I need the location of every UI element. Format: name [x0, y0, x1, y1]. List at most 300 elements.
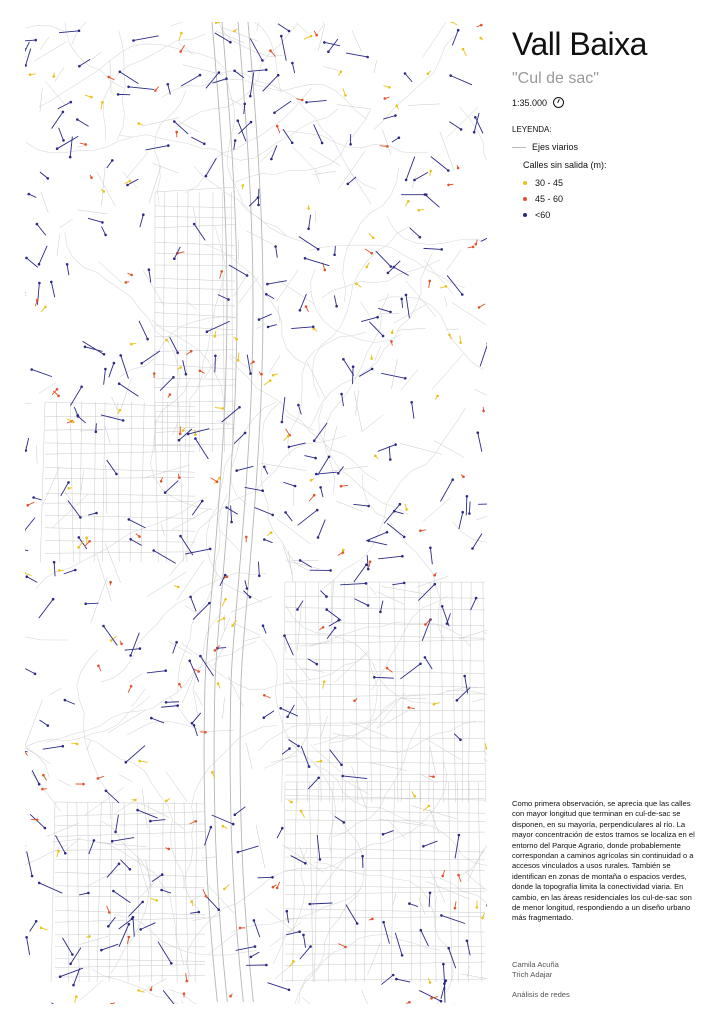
- road-segment: [146, 860, 152, 888]
- road-segment: [369, 586, 376, 595]
- dead-end-street: [30, 814, 45, 828]
- dead-end-point: [214, 355, 217, 358]
- dead-end-point: [296, 608, 299, 611]
- dead-end-point: [194, 437, 197, 440]
- road-segment: [375, 346, 381, 361]
- dead-end-street: [154, 550, 176, 563]
- dead-end-point: [263, 716, 266, 719]
- dead-end-point: [179, 366, 182, 369]
- dead-end-street: [274, 101, 291, 113]
- legend-label-long: <60: [535, 210, 551, 220]
- road-segment: [165, 771, 187, 801]
- dead-end-point: [165, 339, 168, 342]
- dead-end-point: [419, 663, 422, 666]
- dead-end-point: [189, 596, 192, 599]
- dead-end-point: [78, 30, 81, 33]
- dead-end-point: [59, 975, 62, 978]
- dead-end-point: [214, 649, 217, 652]
- dead-end-point: [475, 243, 478, 246]
- dead-end-street: [259, 314, 272, 320]
- contour-line: [178, 494, 228, 693]
- dead-end-point: [408, 1001, 411, 1004]
- dead-end-point: [136, 809, 139, 812]
- dead-end-point: [401, 954, 404, 957]
- dead-end-street: [378, 445, 396, 452]
- road-segment: [277, 270, 299, 302]
- dead-end-street: [424, 248, 442, 249]
- street-line: [394, 582, 398, 802]
- dead-end-point: [445, 285, 448, 288]
- dead-end-point: [90, 96, 93, 99]
- dead-end-point: [199, 655, 202, 658]
- dead-end-point: [56, 147, 59, 150]
- road-segment: [132, 689, 146, 707]
- dead-end-street: [62, 938, 72, 955]
- dead-end-point: [473, 131, 476, 134]
- dead-end-street: [292, 63, 294, 73]
- dead-end-point: [178, 439, 181, 442]
- dead-end-point: [447, 947, 450, 950]
- street-line: [67, 802, 68, 982]
- road-segment: [99, 261, 122, 282]
- street-line: [285, 722, 485, 724]
- dead-end-point: [119, 354, 122, 357]
- dead-end-point: [461, 511, 464, 514]
- contour-line: [261, 401, 311, 572]
- dead-end-point: [369, 560, 372, 563]
- dead-end-point: [160, 889, 163, 892]
- dead-end-point: [361, 855, 364, 858]
- dead-end-point: [436, 395, 439, 398]
- dead-end-point: [115, 473, 118, 476]
- contour-line: [162, 79, 367, 119]
- dead-end-point: [84, 143, 87, 146]
- dead-end-point: [176, 352, 179, 355]
- road-segment: [423, 23, 446, 57]
- dead-end-point: [53, 561, 56, 564]
- dead-end-street: [300, 946, 311, 959]
- contour-line: [84, 738, 199, 911]
- dead-end-point: [427, 73, 430, 76]
- dead-end-point: [234, 139, 237, 142]
- street-line: [56, 402, 59, 562]
- dead-end-street: [27, 577, 37, 583]
- dead-end-street: [121, 355, 129, 378]
- dead-end-point: [113, 362, 116, 365]
- dead-end-street: [298, 510, 317, 525]
- dead-end-point: [304, 257, 307, 260]
- dead-end-point: [291, 62, 294, 65]
- dead-end-point: [297, 745, 300, 748]
- dead-end-point: [129, 654, 132, 657]
- dead-end-street: [353, 367, 354, 384]
- dead-end-street: [120, 72, 139, 84]
- dead-end-point: [225, 77, 228, 80]
- dead-end-street: [395, 933, 402, 955]
- dead-end-point: [111, 840, 114, 843]
- street-line: [309, 782, 313, 982]
- dead-end-point: [390, 340, 393, 343]
- dead-end-point: [217, 682, 220, 685]
- dead-end-point: [172, 376, 175, 379]
- street-line: [354, 582, 357, 802]
- road-segment: [474, 389, 487, 401]
- dead-end-point: [449, 74, 452, 77]
- dead-end-street: [30, 921, 37, 931]
- road-segment: [143, 465, 190, 478]
- dead-end-point: [209, 548, 212, 551]
- dead-end-point: [424, 623, 427, 626]
- street-line: [282, 782, 285, 982]
- dead-end-street: [39, 599, 53, 618]
- dead-end-point: [389, 311, 392, 314]
- dead-end-street: [234, 140, 235, 149]
- road-segment: [142, 789, 147, 829]
- dead-end-point: [349, 143, 352, 146]
- north-arrow-icon: [553, 97, 564, 108]
- dead-end-point: [342, 551, 345, 554]
- dead-end-point: [279, 707, 282, 710]
- dead-end-point: [283, 634, 286, 637]
- dead-end-point: [50, 281, 53, 284]
- dead-end-point: [173, 120, 176, 123]
- contour-line: [315, 22, 440, 38]
- dead-end-street: [43, 746, 63, 749]
- dead-end-street: [354, 599, 368, 606]
- dead-end-point: [78, 65, 81, 68]
- contour-line: [460, 107, 488, 195]
- road-segment: [352, 766, 367, 811]
- street-line: [285, 694, 485, 698]
- dead-end-street: [65, 700, 75, 704]
- road-segment: [387, 819, 405, 839]
- dead-end-point: [386, 531, 389, 534]
- dead-end-point: [220, 270, 223, 273]
- dead-end-point: [53, 75, 56, 78]
- dead-end-point: [323, 680, 326, 683]
- dead-end-street: [383, 831, 394, 835]
- dead-end-street: [335, 817, 344, 823]
- dead-end-point: [229, 995, 232, 998]
- dead-end-point: [80, 386, 83, 389]
- dead-end-point: [258, 575, 261, 578]
- road-segment: [147, 572, 186, 597]
- road-segment: [55, 67, 65, 81]
- dead-end-point: [265, 293, 268, 296]
- dead-end-point: [429, 280, 432, 283]
- contour-line: [309, 253, 432, 429]
- street-line: [155, 206, 235, 208]
- dead-end-street: [71, 387, 82, 406]
- dead-end-point: [271, 876, 274, 879]
- road-segment: [360, 301, 369, 315]
- dead-end-point: [97, 777, 100, 780]
- dead-end-point: [313, 494, 316, 497]
- dead-end-point: [237, 851, 240, 854]
- dead-end-street: [129, 87, 154, 90]
- dead-end-street: [181, 536, 193, 555]
- dead-end-street: [103, 626, 117, 646]
- dead-end-street: [418, 584, 434, 600]
- road-segment: [370, 763, 406, 771]
- dead-end-point: [316, 509, 319, 512]
- dead-end-street: [40, 172, 48, 178]
- dead-end-point: [314, 457, 317, 460]
- road-segment: [143, 271, 164, 306]
- dead-end-point: [62, 111, 65, 114]
- dead-end-point: [178, 476, 181, 479]
- dead-end-point: [40, 927, 43, 930]
- road-segment: [266, 909, 295, 932]
- dead-end-point: [87, 892, 90, 895]
- dead-end-point: [471, 547, 474, 550]
- road-segment: [97, 171, 116, 206]
- road-segment: [277, 519, 311, 545]
- dead-end-point: [114, 831, 117, 834]
- legend-label-mid: 45 - 60: [535, 194, 564, 204]
- dead-end-point: [485, 747, 487, 750]
- dead-end-street: [329, 620, 339, 626]
- dead-end-point: [109, 581, 112, 584]
- dead-end-street: [276, 246, 278, 257]
- dead-end-point: [442, 963, 445, 966]
- dead-end-point: [139, 928, 142, 931]
- dead-end-street: [277, 828, 282, 838]
- dead-end-point: [107, 925, 110, 928]
- dead-end-point: [155, 899, 158, 902]
- dead-end-street: [299, 237, 318, 250]
- road-segment: [419, 898, 425, 915]
- road-segment: [64, 491, 70, 500]
- dead-end-street: [282, 749, 289, 755]
- dead-end-point: [205, 175, 208, 178]
- dead-end-point: [102, 625, 105, 628]
- dead-end-street: [310, 903, 333, 904]
- dead-end-street: [308, 659, 317, 664]
- legend-dot-long: [523, 213, 527, 217]
- road-segment: [270, 922, 301, 946]
- street-line: [155, 313, 235, 318]
- dead-end-point: [125, 281, 128, 284]
- dead-end-street: [394, 511, 403, 514]
- dead-end-point: [244, 432, 247, 435]
- dead-end-point: [230, 521, 233, 524]
- dead-end-point: [287, 435, 290, 438]
- dead-end-street: [191, 597, 197, 611]
- dead-end-street: [425, 657, 432, 669]
- road-segment: [77, 145, 88, 147]
- dead-end-street: [25, 573, 31, 575]
- contour-line: [72, 22, 203, 45]
- scale-label: 1:35.000: [512, 97, 548, 108]
- dead-end-street: [459, 512, 463, 529]
- road-segment: [422, 498, 450, 522]
- road-segment: [447, 1003, 455, 1004]
- dead-end-point: [44, 306, 47, 309]
- street-line: [292, 782, 296, 982]
- street-line: [45, 451, 195, 454]
- dead-end-point: [193, 223, 196, 226]
- dead-end-point: [367, 568, 370, 571]
- dead-end-point: [137, 989, 140, 992]
- map-canvas[interactable]: [25, 22, 487, 1004]
- dead-end-street: [354, 565, 366, 582]
- info-panel: [512, 0, 712, 1024]
- dead-end-point: [263, 538, 266, 541]
- dead-end-street: [192, 713, 201, 723]
- dead-end-point: [371, 918, 374, 921]
- dead-end-point: [324, 269, 327, 272]
- dead-end-street: [108, 917, 115, 926]
- dead-end-point: [233, 70, 236, 73]
- contour-line: [193, 613, 222, 718]
- street-line: [401, 582, 405, 802]
- contour-line: [319, 404, 408, 514]
- dead-end-point: [457, 874, 460, 877]
- dead-end-street: [308, 778, 318, 789]
- street-line: [329, 582, 332, 802]
- street-line: [468, 582, 471, 802]
- dead-end-point: [201, 500, 204, 503]
- dead-end-point: [44, 827, 47, 830]
- dead-end-point: [272, 374, 275, 377]
- road-segment: [334, 651, 368, 683]
- contour-line: [25, 618, 49, 778]
- contour-line: [273, 847, 307, 964]
- road-segment: [408, 104, 441, 106]
- street-line: [282, 582, 285, 802]
- dead-end-point: [386, 145, 389, 148]
- dead-end-point: [76, 118, 79, 121]
- dead-end-point: [148, 268, 151, 271]
- dead-end-point: [142, 213, 145, 216]
- dead-end-point: [203, 143, 206, 146]
- dead-end-point: [340, 485, 343, 488]
- street-line: [186, 192, 188, 452]
- scale-indicator: [512, 97, 564, 108]
- street-line: [285, 608, 485, 610]
- dead-end-point: [26, 575, 29, 578]
- dead-end-street: [237, 466, 254, 470]
- dead-end-street: [181, 75, 200, 86]
- dead-end-point: [365, 266, 368, 269]
- dead-end-point: [342, 549, 345, 552]
- dead-end-point: [482, 410, 485, 413]
- dead-end-street: [107, 160, 113, 168]
- dead-end-point: [85, 536, 88, 539]
- dead-end-street: [406, 157, 415, 180]
- road-segment: [43, 467, 60, 505]
- dead-end-point: [424, 656, 427, 659]
- dead-end-point: [242, 184, 245, 187]
- dead-end-street: [430, 548, 432, 564]
- street-line: [77, 802, 79, 982]
- dead-end-street: [423, 841, 437, 846]
- dead-end-point: [74, 569, 77, 572]
- dead-end-point: [422, 845, 425, 848]
- road-segment: [40, 37, 49, 50]
- dead-end-point: [95, 431, 98, 434]
- dead-end-point: [130, 685, 133, 688]
- dead-end-point: [84, 603, 87, 606]
- street-line: [285, 634, 485, 638]
- street-line: [130, 402, 131, 562]
- street-line: [285, 891, 485, 895]
- street-line: [155, 402, 158, 562]
- dead-end-point: [404, 377, 407, 380]
- dead-end-street: [26, 438, 29, 451]
- dead-end-point: [237, 359, 240, 362]
- dead-end-point: [191, 722, 194, 725]
- dead-end-point: [176, 704, 179, 707]
- dead-end-point: [129, 180, 132, 183]
- dead-end-street: [27, 937, 30, 955]
- street-line: [102, 402, 105, 562]
- dead-end-point: [128, 923, 131, 926]
- dead-end-point: [42, 774, 45, 777]
- dead-end-street: [301, 746, 309, 767]
- dead-end-point: [487, 342, 488, 345]
- legend-item-long: [523, 210, 550, 220]
- street-line: [462, 582, 463, 802]
- dead-end-street: [480, 343, 487, 366]
- dead-end-point: [183, 992, 186, 995]
- dead-end-point: [125, 761, 128, 764]
- dead-end-street: [378, 308, 390, 312]
- dead-end-point: [169, 393, 172, 396]
- dead-end-street: [129, 902, 143, 917]
- author-name: Trich Adajar: [512, 970, 553, 979]
- street-line: [40, 402, 45, 562]
- dead-end-point: [395, 978, 398, 981]
- street-line: [285, 669, 485, 674]
- dead-end-point: [430, 997, 433, 1000]
- dead-end-point: [374, 455, 377, 458]
- dead-end-point: [182, 429, 185, 432]
- dead-end-point: [119, 409, 122, 412]
- contour-line: [373, 36, 454, 130]
- road-segment: [153, 163, 178, 173]
- dead-end-point: [138, 760, 141, 763]
- legend-item-mid: [523, 194, 563, 204]
- dead-end-point: [370, 357, 373, 360]
- dead-end-point: [165, 701, 168, 704]
- dead-end-point: [325, 595, 328, 598]
- street-line: [155, 335, 235, 337]
- dead-end-point: [150, 717, 153, 720]
- dead-end-point: [272, 886, 275, 889]
- dead-end-street: [387, 523, 404, 537]
- contour-line: [309, 245, 465, 288]
- dead-end-point: [337, 472, 340, 475]
- dead-end-point: [52, 598, 55, 601]
- dead-end-point: [252, 361, 255, 364]
- dead-end-street: [478, 504, 487, 505]
- road-segment: [86, 740, 91, 751]
- dead-end-street: [478, 433, 482, 452]
- road-segment: [99, 843, 147, 847]
- dead-end-point: [398, 136, 401, 139]
- road-segment: [185, 605, 199, 614]
- dead-end-point: [30, 368, 33, 371]
- dead-end-street: [369, 541, 388, 545]
- dead-end-point: [70, 101, 73, 104]
- road-segment: [57, 235, 60, 256]
- dead-end-point: [104, 368, 107, 371]
- dead-end-street: [466, 496, 467, 515]
- dead-end-point: [194, 433, 197, 436]
- dead-end-point: [129, 538, 132, 541]
